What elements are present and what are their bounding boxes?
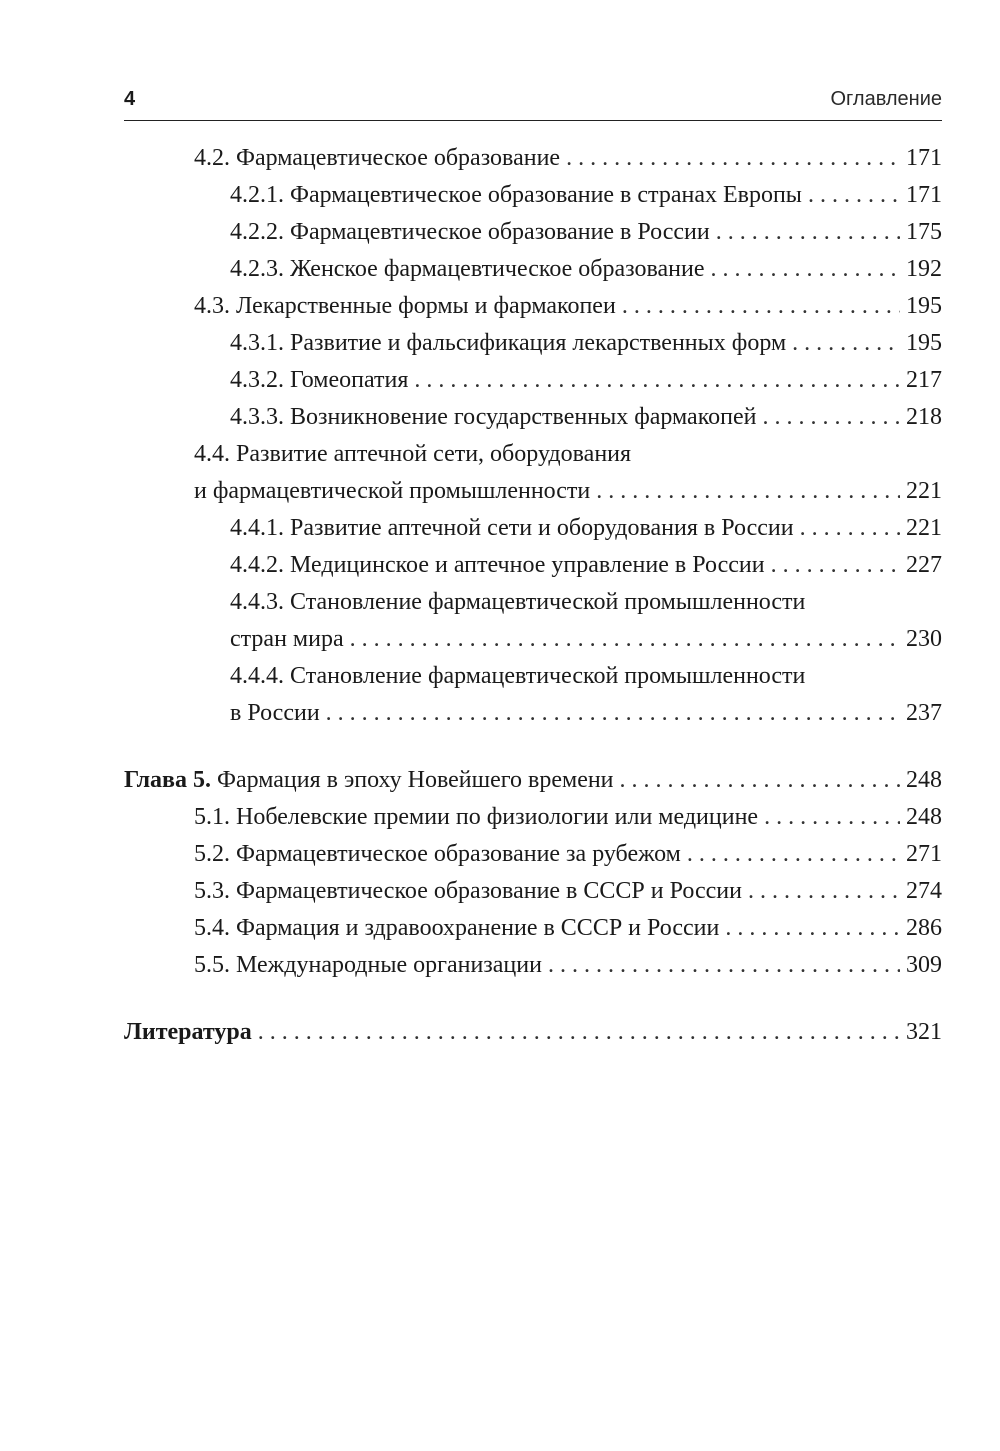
toc-entry-title: Женское фармацевтическое образование [290, 256, 705, 282]
toc-entry-title: Гомеопатия [290, 367, 409, 393]
toc-entry-title: Развитие аптечной сети, оборудования [236, 441, 632, 467]
toc-entry-4-3[interactable] [124, 288, 942, 325]
toc-entry-5-4[interactable] [124, 910, 942, 947]
toc-entry-number: 4.2.3. [230, 256, 284, 282]
leader-dots [808, 177, 900, 214]
leader-dots [716, 214, 900, 251]
toc-entry-number: 4.3.3. [230, 404, 284, 430]
leader-dots [414, 362, 900, 399]
toc-entry-page: 171 [906, 145, 942, 171]
toc-literature[interactable] [124, 1014, 942, 1051]
leader-dots [764, 799, 900, 836]
toc-entry-number: 4.2. [194, 145, 230, 171]
toc-entry-title: Становление фармацевтической промышленности [290, 663, 806, 689]
leader-dots [748, 873, 900, 910]
toc-entry-title: Международные организации [236, 952, 542, 978]
header-divider [124, 120, 942, 121]
toc-entry-page: 175 [906, 219, 942, 245]
toc-entry-number: 4.4. [194, 441, 230, 467]
leader-dots [596, 473, 900, 510]
toc-entry-line [230, 658, 942, 695]
toc-entry-number: 5.3. [194, 878, 230, 904]
toc-entry-number: 5.5. [194, 952, 230, 978]
running-title: Оглавление [830, 88, 942, 110]
toc-entry-page: 221 [906, 478, 942, 504]
toc-entry-4-2-2[interactable] [124, 214, 942, 251]
leader-dots [326, 695, 900, 732]
toc-entry-number: 4.4.1. [230, 515, 284, 541]
toc-entry-4-4[interactable] [124, 436, 942, 510]
toc-entry-page: 230 [906, 626, 942, 652]
toc-entry-page: 321 [906, 1019, 942, 1045]
leader-dots [763, 399, 901, 436]
toc-entry-page: 227 [906, 552, 942, 578]
toc-entry-title-continued: в России [230, 700, 320, 726]
leader-dots [725, 910, 900, 947]
toc-entry-4-2[interactable] [124, 140, 942, 177]
toc-entry-page: 286 [906, 915, 942, 941]
toc-entry-4-3-3[interactable] [124, 399, 942, 436]
toc-entry-line [194, 436, 942, 473]
toc-entry-5-3[interactable] [124, 873, 942, 910]
toc-entry-title-continued: и фармацевтической промышленности [194, 478, 591, 504]
leader-dots [566, 140, 900, 177]
toc-entry-number: 4.4.4. [230, 663, 284, 689]
leader-dots [687, 836, 900, 873]
leader-dots [620, 762, 900, 799]
toc-entry-title: Лекарственные формы и фармакопеи [236, 293, 616, 319]
leader-dots [548, 947, 900, 984]
toc-entry-page: 171 [906, 182, 942, 208]
toc-chapter-title: Фармация в эпоху Новейшего времени [217, 767, 614, 793]
leader-dots [622, 288, 900, 325]
toc-entry-title: Развитие и фальсификация лекарственных форм [290, 330, 787, 356]
toc-entry-line [230, 695, 942, 732]
toc-entry-page: 217 [906, 367, 942, 393]
toc-entry-title: Медицинское и аптечное управление в России [290, 552, 765, 578]
toc-entry-number: 5.2. [194, 841, 230, 867]
table-of-contents [124, 140, 942, 1051]
toc-entry-line [230, 621, 942, 658]
toc-entry-number: 4.2.2. [230, 219, 284, 245]
toc-entry-number: 4.4.2. [230, 552, 284, 578]
toc-entry-number: 4.3.2. [230, 367, 284, 393]
toc-entry-page: 237 [906, 700, 942, 726]
leader-dots [258, 1014, 900, 1051]
toc-entry-number: 4.2.1. [230, 182, 284, 208]
section-spacer [124, 732, 942, 762]
toc-entry-4-2-3[interactable] [124, 251, 942, 288]
toc-entry-page: 218 [906, 404, 942, 430]
toc-entry-line [230, 584, 942, 621]
toc-entry-title: Развитие аптечной сети и оборудования в России [290, 515, 794, 541]
toc-entry-4-2-1[interactable] [124, 177, 942, 214]
leader-dots [350, 621, 900, 658]
toc-entry-title: Фармацевтическое образование в России [290, 219, 710, 245]
toc-chapter-5[interactable] [124, 762, 942, 799]
toc-entry-page: 248 [906, 767, 942, 793]
toc-entry-title: Фармацевтическое образование в странах Европы [290, 182, 802, 208]
toc-entry-4-3-1[interactable] [124, 325, 942, 362]
toc-entry-page: 221 [906, 515, 942, 541]
toc-entry-title: Фармацевтическое образование за рубежом [236, 841, 681, 867]
toc-entry-title: Фармация и здравоохранение в СССР и России [236, 915, 720, 941]
leader-dots [800, 510, 900, 547]
toc-chapter-number: Глава 5. [124, 767, 211, 793]
toc-entry-number: 4.3.1. [230, 330, 284, 356]
page-header [124, 88, 942, 118]
toc-entry-5-2[interactable] [124, 836, 942, 873]
toc-entry-4-4-1[interactable] [124, 510, 942, 547]
toc-entry-title: Нобелевские премии по физиологии или медицине [236, 804, 759, 830]
toc-entry-page: 309 [906, 952, 942, 978]
toc-entry-4-3-2[interactable] [124, 362, 942, 399]
toc-entry-page: 195 [906, 293, 942, 319]
page-number: 4 [124, 88, 136, 110]
toc-entry-title: Фармацевтическое образование [236, 145, 561, 171]
toc-entry-4-4-2[interactable] [124, 547, 942, 584]
toc-entry-title: Становление фармацевтической промышленности [290, 589, 806, 615]
toc-entry-page: 195 [906, 330, 942, 356]
toc-entry-title: Возникновение государственных фармакопей [290, 404, 757, 430]
leader-dots [710, 251, 900, 288]
toc-entry-page: 192 [906, 256, 942, 282]
toc-entry-title-continued: стран мира [230, 626, 344, 652]
toc-entry-line [194, 473, 942, 510]
toc-literature-title: Литература [124, 1019, 252, 1045]
toc-entry-4-4-3[interactable] [124, 584, 942, 658]
toc-entry-4-4-4[interactable] [124, 658, 942, 732]
toc-entry-page: 274 [906, 878, 942, 904]
toc-entry-5-1[interactable] [124, 799, 942, 836]
toc-entry-page: 271 [906, 841, 942, 867]
toc-entry-5-5[interactable] [124, 947, 942, 984]
toc-entry-number: 4.4.3. [230, 589, 284, 615]
toc-entry-number: 4.3. [194, 293, 230, 319]
toc-entry-number: 5.1. [194, 804, 230, 830]
toc-entry-number: 5.4. [194, 915, 230, 941]
section-spacer [124, 984, 942, 1014]
leader-dots [771, 547, 900, 584]
toc-entry-title: Фармацевтическое образование в СССР и России [236, 878, 742, 904]
leader-dots [792, 325, 900, 362]
toc-entry-page: 248 [906, 804, 942, 830]
